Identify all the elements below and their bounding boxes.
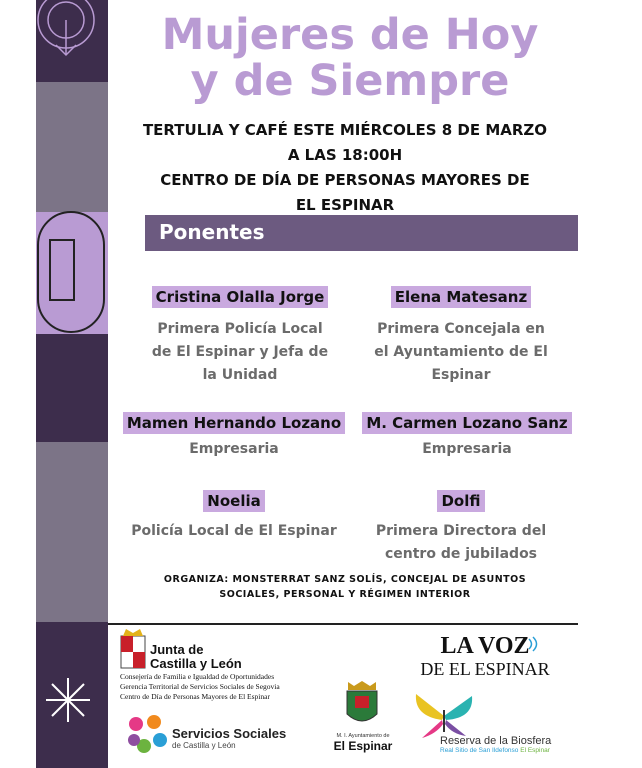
speaker-role xyxy=(130,318,350,387)
event-line-1: TERTULIA Y CAFÉ ESTE MIÉRCOLES 8 DE MARZO xyxy=(142,121,548,139)
title-line-2: y de Siempre xyxy=(190,56,510,106)
speaker-name: Elena Matesanz xyxy=(391,286,531,308)
decorative-sidebar xyxy=(36,0,108,768)
speaker-name: Noelia xyxy=(203,490,264,512)
ayuntamiento-shield-icon xyxy=(344,680,380,730)
junta-logo-text xyxy=(150,643,242,671)
divider xyxy=(108,623,578,625)
speaker-role-line: Policía Local de El Espinar xyxy=(131,523,337,539)
speaker-role-line: Primera Directora del xyxy=(375,523,547,539)
event-line-2: A LAS 18:00H xyxy=(287,146,403,164)
reserva-place: Real Sitio de San Ildefonso xyxy=(440,747,519,754)
speaker-role xyxy=(118,520,350,543)
servicios-line-2: de Castilla y León xyxy=(172,741,236,750)
speaker-name: M. Carmen Lozano Sanz xyxy=(362,412,571,434)
speaker-card xyxy=(356,412,578,461)
ayuntamiento-small: M. I. Ayuntamiento de xyxy=(336,733,390,739)
junta-subtext xyxy=(120,672,280,702)
reserva-line-2 xyxy=(440,747,551,754)
sidebar-ornament xyxy=(36,0,116,768)
reserva-text xyxy=(440,735,551,754)
reserva-line-1: Reserva de la Biosfera xyxy=(440,735,552,747)
ponentes-header xyxy=(145,215,578,251)
page-title xyxy=(130,12,570,104)
event-line-4: EL ESPINAR xyxy=(295,196,395,214)
servicios-sociales-icon xyxy=(124,710,170,758)
speaker-card xyxy=(118,490,350,543)
speaker-name: Mamen Hernando Lozano xyxy=(123,412,345,434)
speaker-card xyxy=(130,286,350,387)
signal-icon xyxy=(525,636,541,652)
ayuntamiento-name: El Espinar xyxy=(333,739,393,753)
title-line-1: Mujeres de Hoy xyxy=(161,10,539,60)
speaker-role xyxy=(350,520,572,566)
reserva-place-b: El Espinar xyxy=(520,747,550,754)
event-info xyxy=(110,118,580,218)
speaker-role-line: la Unidad xyxy=(202,367,278,383)
junta-name-1: Junta de xyxy=(150,642,204,657)
speaker-role xyxy=(118,438,350,461)
junta-sub-3: Centro de Día de Personas Mayores de El Espinar xyxy=(120,692,270,701)
speaker-name: Dolfi xyxy=(437,490,484,512)
servicios-sociales-text xyxy=(172,726,286,750)
speaker-card xyxy=(350,490,572,566)
ponentes-label: Ponentes xyxy=(159,220,265,244)
speaker-role-line: el Ayuntamiento de El xyxy=(374,344,548,360)
junta-sub-1: Consejería de Familia e Igualdad de Oportunidades xyxy=(120,672,275,681)
organizer-note xyxy=(120,572,570,602)
speaker-role-line: centro de jubilados xyxy=(384,546,538,562)
speaker-role xyxy=(350,318,572,387)
speaker-role-line: Empresaria xyxy=(422,441,512,457)
la-voz-line-2: DE EL ESPINAR xyxy=(420,659,550,679)
speaker-role xyxy=(356,438,578,461)
organizer-line-2: SOCIALES, PERSONAL Y RÉGIMEN INTERIOR xyxy=(219,589,471,600)
speaker-role-line: Primera Concejala en xyxy=(377,321,545,337)
la-voz-logo xyxy=(400,634,570,680)
junta-name-2: Castilla y León xyxy=(150,656,242,671)
ayuntamiento-text xyxy=(318,733,408,753)
junta-sub-2: Gerencia Territorial de Servicios Sociales de Segovia xyxy=(120,682,280,691)
speaker-card xyxy=(350,286,572,387)
junta-shield-icon xyxy=(120,628,146,670)
speaker-role-line: Primera Policía Local xyxy=(157,321,323,337)
speaker-role-line: Espinar xyxy=(431,367,491,383)
speaker-role-line: Empresaria xyxy=(189,441,279,457)
organizer-line-1: ORGANIZA: MONSTERRAT SANZ SOLÍS, CONCEJAL DE ASUNTOS xyxy=(163,574,527,585)
speaker-role-line: de El Espinar y Jefa de xyxy=(151,344,329,360)
event-line-3: CENTRO DE DÍA DE PERSONAS MAYORES DE xyxy=(160,171,530,189)
speaker-name: Cristina Olalla Jorge xyxy=(152,286,329,308)
speaker-card xyxy=(118,412,350,461)
servicios-line-1: Servicios Sociales xyxy=(172,726,287,741)
la-voz-line-1: LA VOZ xyxy=(440,633,530,659)
